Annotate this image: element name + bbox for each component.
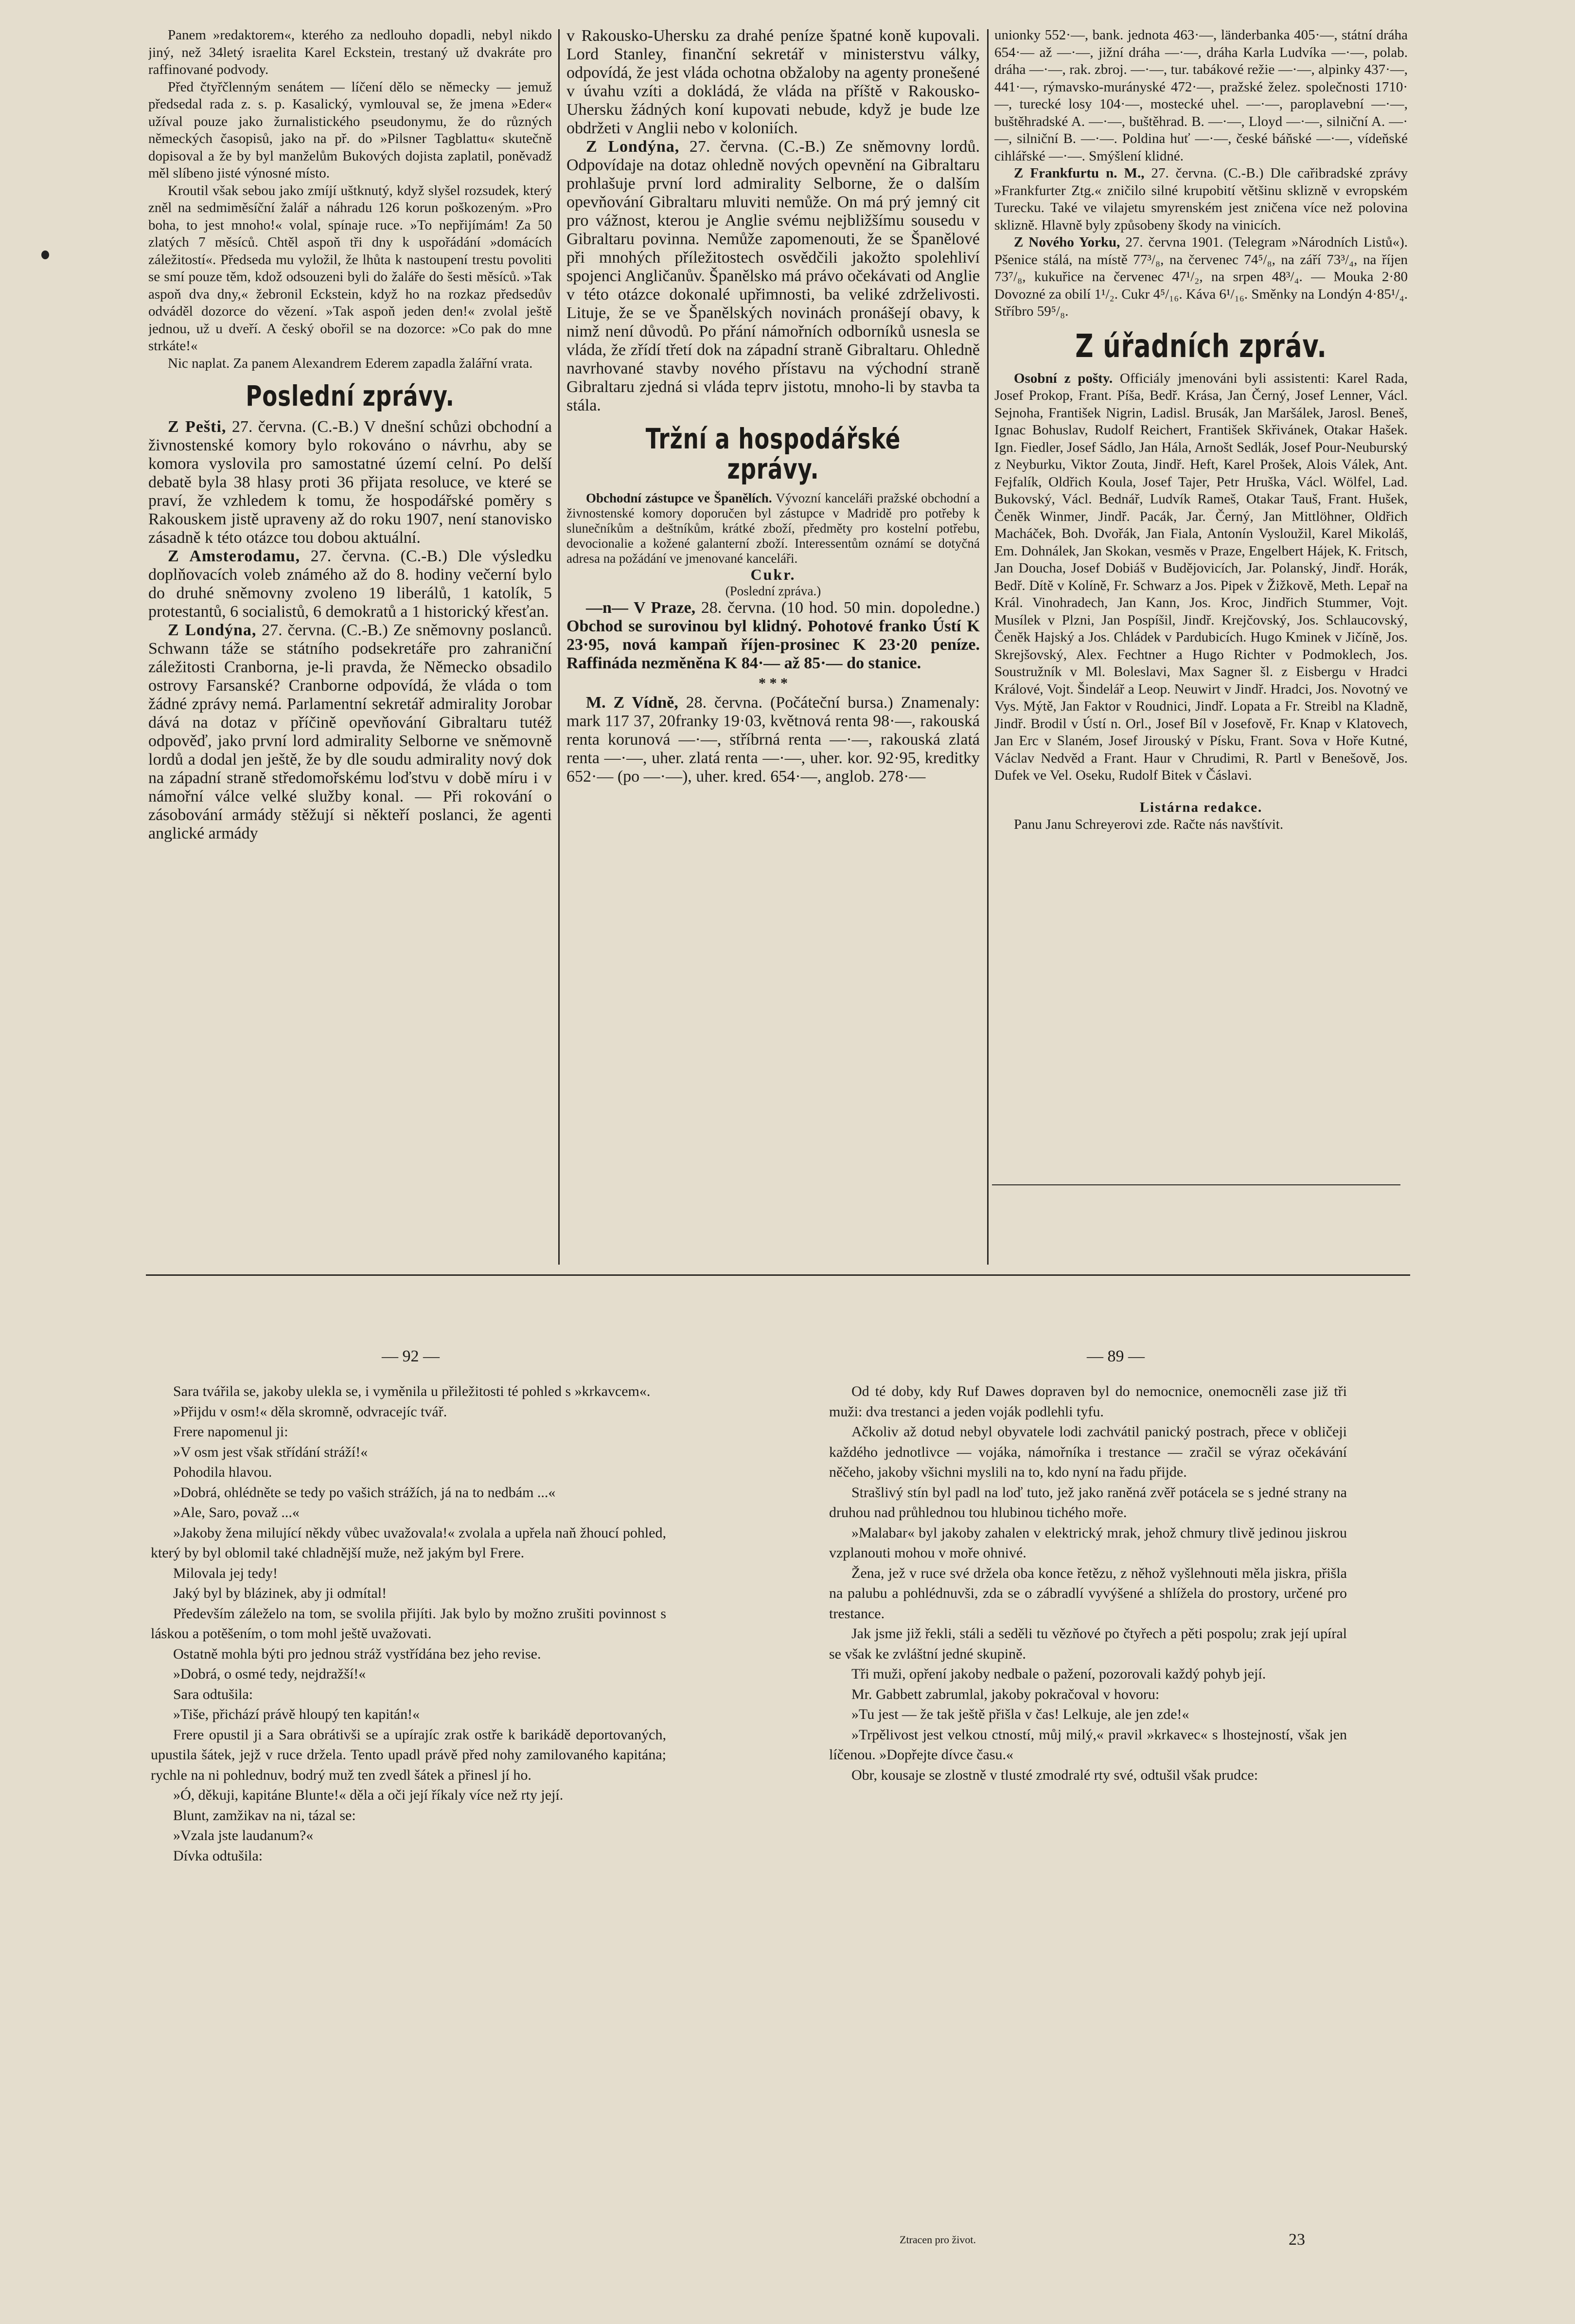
news-place: Z Nového Yorku,: [1014, 234, 1120, 250]
news-text: 27. června. (C.-B.) Dle výsledku doplňovacích voleb známého až do 8. hodiny večerní bylo do druhé sněmovny zvoleno 19 liberálů, 1 katolík, 5 protestantů, 6 socialistů, 6 demokratů a 1 historický křesťan.: [148, 547, 552, 621]
novel-line: Frere napomenul ji:: [173, 1424, 288, 1440]
listarna-text: Panu Janu Schreyerovi zde. Račte nás navštívit.: [1014, 817, 1284, 832]
novel-line: Strašlivý stín byl padl na loď tuto, jež jako raněná zvěř potácela se s jedné strany na druhou nad průhlednou tou hlubinou tichého moře.: [829, 1484, 1347, 1520]
novel-line: »Dobrá, o osmé tedy, nejdražší!«: [173, 1666, 366, 1682]
footer-title: Ztracen pro život.: [900, 2234, 976, 2246]
news-place: Z Amsterodamu,: [168, 547, 301, 565]
page-divider: [146, 1274, 1410, 1276]
novel-line: »V osm jest však střídání stráží!«: [173, 1444, 368, 1460]
news-place: Z Londýna,: [168, 621, 257, 639]
market-report: [566, 694, 980, 786]
news-place: Z Londýna,: [586, 138, 680, 156]
listarna-heading: Listárna redakce.: [1139, 799, 1263, 815]
news-text: 27. června. (C.-B.) V dnešní schůzi obchodní a živnostenské komory bylo rokováno o návrhu, aby se komora vyslovila pro samostatné území celní. Po delší debatě byla 38 hlasy proti 36 přijata resoluce, ve které se praví, že vzhledem k tomu, že hospodářské poměry s Rakouskem jistě upraveny až do roku 1907, není stanovisko zásadně k této otázce tou dobou aktuální.: [148, 418, 552, 547]
novel-line: »Jakoby žena milující někdy vůbec uvažovala!« zvolala a upřela naň žhoucí pohled, který by byl oblomil také chladnější muže, než jakým byl Frere.: [151, 1524, 666, 1561]
novel-line: »Přijdu v osm!« děla skromně, odvracejíc tvář.: [173, 1403, 447, 1420]
news-text: 27. června. (C.-B.) Ze sněmovny lordů. Odpovídaje na dotaz ohledně nových opevnění na Gibraltaru prohlašuje první lord admirality Selborne, že o dalším opevňování Gibraltaru mluviti nemůže. On má prý jemný cit pro vážnost, kterou je Anglie svému nejbližšímu sousedu v Gibraltaru povinna. Nemůže zapomenouti, že se Španělové při mnohých příležitostech osvědčili jakožto spolehliví spojenci Angličanův. Španělsko má právo očekávati od Anglie v této otázce dokonalé upřimnosti, ba veliké zdrželivosti. Lituje, že se ve Španělských novinách pronášejí obavy, k nimž není důvodů. Po přání námořních odborníků usnesla se vláda, že zřídí třetí dok na západní straně Gibraltaru. Ohledně navrhované stavby nového přístavu na východní straně Gibraltaru zjedná si vláda teprv jistotu, mnoho-li by stavba ta stála.: [566, 138, 980, 414]
novel-line: Obr, kousaje se zlostně v tlusté zmodralé rty své, odtušil však prudce:: [851, 1767, 1258, 1783]
article-lead: Osobní z pošty.: [1014, 370, 1113, 386]
novel-line: »Ó, děkuji, kapitáne Blunte!« děla a oči její říkaly více než rty její.: [173, 1787, 564, 1803]
novel-line: Především záleželo na tom, se svolila přijíti. Jak bylo by možno zrušiti povinnost s láskou a potěšením, o tom mohl ještě uvažovati.: [151, 1605, 666, 1642]
novel-line: Jaký byl by blázinek, aby ji odmítal!: [173, 1585, 387, 1601]
market-text: Obchod se surovinou byl klidný. Pohotové franko Ústí K 23·95, nová kampaň říjen-prosinec K 23·20 peníze. Raffináda nezměněna K 84·— až 85·— do stanice.: [566, 617, 980, 672]
news-item: [994, 234, 1408, 321]
news-item: [148, 621, 552, 843]
article-paragraph: Kroutil však sebou jako zmíjí uštknutý, když slyšel rozsudek, který zněl na sedmiměsíční žalář a náhradu 126 korun poškozeným. »Pro boha, to jest mnoho!« volal, spínaje ruce. »To nepřijímám! Za 50 zlatých 7 měsíců. Chtěl aspoň tři dny k uspořádání »domácích záležitostí«. Předseda mu vyložil, že lhůta k nastoupení trestu povoliti se smí pouze těm, kdož odsouzeni byli do žaláře do šesti měsíců. »Tak aspoň dva dny,« žebronil Eckstein, když ho na rozkaz předsedův odváděl dozorce do vězení. »Tak aspoň jeden den!« zvolal ještě jednou, už u dveří. A český obořil se na dozorce: »Co pak do mne strkáte!«: [148, 182, 552, 354]
novel-line: Pohodila hlavou.: [173, 1464, 272, 1480]
article-text: Officiály jmenováni byli assistenti: Karel Rada, Josef Prokop, Frant. Píša, Bedř. Krása, Jan Černý, Josef Lenner, Václ. Sejnoha, František Nigrin, Ladisl. Brusák, Jan Maršálek, Jarosl. Beneš, Ignac Bohuslav, Rudolf Reichert, František Skřivánek, Otakar Hašek. Ign. Fiedler, Josef Sádlo, Jan Hála, Arnošt Sedlák, Josef Pour-Neuburský z Neyburku, Viktor Zouta, Jindř. Heft, Karel Prošek, Alois Válek, Ant. Fejfalík, Oldřich Koula, Josef Tajer, Petr Hruška, Václ. Wölfel, Lad. Bukovský, Václ. Bednář, Ludvík Rameš, Otakar Tauš, Frant. Hušek, Čeněk Winmer, Jindř. Pacák, Jar. Černý, Jan Mittlöhner, Oldřich Macháček, Boh. Dvořák, Jan Fiala, Antonín Vysloužil, Karel Mikoláš, Em. Dohnálek, Jan Skokan, vesměs v Praze, Engelbert Hájek, K. Fritsch, Jan Doucha, Josef Dobiáš v Budějovicích, Jar. Polanský, Jindř. Horák, Bedř. Dítě v Kolíně, Fr. Schwarz a Jos. Pipek v Žižkově, Meth. Lepař na Král. Vinohradech, Jan Kann, Jos. Kroc, Jindřich Stummer, Vojt. Musílek v Plzni, Jan Pospíšil, Jindř. Krejčovský, Jos. Schlaucovský, Čeněk Hajský a Jos. Chládek v Pardubicích. Hugo Kminek v Jičíně, Jos. Skrejšovský, Alex. Fechtner a Hugo Richter v Podmoklech, Jos. Soustružník v Ml. Boleslavi, Max Sagner šl. z Eisbergu v Hradci Králové, Vojt. Šindelář a Leop. Neuwirt v Jindř. Hradci, Jos. Novotný ve Vys. Mýtě, Jan Faktor v Roudnici, Jindř. Lopata a Fr. Streibl na Kladně, Jindř. Brodil v Ústí n. Orl., Josef Bíl v Josefově, Fr. Knap v Klatovech, Jan Erc v Slaném, Josef Jirouský v Písku, Frant. Sova v Hoře Kutné, Václav Nedvěd a Frant. Haur v Chrudimi, R. Partl v Benešově, Jos. Dufek ve Vel. Oseku, Rudolf Bitek v Čáslavi.: [994, 370, 1408, 783]
news-item: [566, 138, 980, 415]
column-3: [994, 27, 1408, 1272]
novel-page-left: [151, 1381, 666, 2247]
novel-line: Blunt, zamžikav na ni, tázal se:: [173, 1807, 356, 1823]
page-number-right: — 89 —: [1087, 1347, 1145, 1365]
novel-line: Ačkoliv až dotud nebyl obyvatele lodi zachvátil panický postrach, přece v obličeji každého jednotlivce — vojáka, námořníka i trestance — zračil se výraz očekávání něčeho, jakoby všichni myslili na to, kdo nyní na řadu přijde.: [829, 1424, 1347, 1480]
footer-page-number: 23: [1289, 2231, 1305, 2249]
novel-line: Tři muži, opření jakoby nedbale o pažení, pozorovali každý pohyb její.: [851, 1666, 1266, 1682]
market-time: 28. června. (Počáteční bursa.): [686, 694, 893, 712]
news-item: [148, 418, 552, 547]
news-place: Z Pešti,: [168, 418, 227, 436]
page-number-left: — 92 —: [382, 1347, 440, 1365]
article-paragraph: Panem »redaktorem«, kterého za nedlouho dopadli, nebyl nikdo jiný, než 34letý israelita Karel Eckstein, trestaný už dvakráte pro raffinované podvody.: [148, 27, 552, 77]
market-text: Znamenaly: mark 117 37, 20franky 19·03, květnová renta 98·—, rakouská renta korunová —·—, stříbrná renta —·—, rakouská zlatá renta —·—, uher. zlatá renta —·—, uher. kor. 92·95, kreditky 652·— (po —·—), uher. kred. 654·—, anglob. 278·—: [566, 694, 980, 786]
news-item: [148, 547, 552, 621]
column-1: [148, 27, 552, 1272]
market-time: 28. června. (10 hod. 50 min. dopoledne.): [701, 598, 980, 617]
listarna-rule: [992, 1184, 1400, 1185]
column-2: [566, 27, 980, 1272]
news-text: 27. června. (C.-B.) Dle cařibradské zprávy »Frankfurter Ztg.« zničilo silné krupobití většinu sklizně v evropském Turecku. Také ve vilajetu smyrenském jest zničena více než polovina sklizně. Hlavně byly způsobeny škody na vinicích.: [994, 165, 1408, 233]
market-continuation: unionky 552·—, bank. jednota 463·—, länderbanka 405·—, státní dráha 654·— až —·—, jižní dráha —·—, dráha Karla Ludvíka —·—, polab. dráha —·—, rak. zbroj. —·—, tur. tabákové režie —·—, alpinky 437·—, 441·—, rýmavsko-murányské 472·—, pražské želez. společnosti 1710·—, turecké losy 104·—, mostecké uhel. —·—, paroplavební —·—, buštěhradské A. —·—, buštěhrad. B. —·—, Lloyd —·—, silniční A. —·—, silniční B. —·—. Poldina huť —·—, české báňské —·—, vídeňské cihlářské —·—. Smýšlení klidné.: [994, 27, 1408, 164]
separator-stars: * * *: [759, 675, 788, 691]
market-place: M. Z Vídně,: [586, 694, 678, 712]
market-report: [566, 599, 980, 673]
novel-line: »Tiše, přichází právě hloupý ten kapitán!«: [173, 1706, 420, 1722]
novel-page-right: [829, 1381, 1347, 2247]
section-heading-uradni-zpravy: Z úřadních zpráv.: [1075, 327, 1327, 365]
news-text: 27. června 1901. (Telegram »Národních Listů«). Pšenice stálá, na místě 77³/₈, na červenec 74⁵/₈, na září 73³/₄, na říjen 73⁷/₈, kukuřice na červenec 47¹/₂, na srpen 48³/₄. — Mouka 2·80 Dovozné za obilí 1¹/₂. Cukr 4⁵/₁₆. Káva 6¹/₁₆. Směnky na Londýn 4·85¹/₄. Stříbro 59⁵/₈.: [994, 234, 1408, 319]
novel-line: Dívka odtušila:: [173, 1847, 263, 1864]
novel-line: »Trpělivost jest velkou ctností, můj milý,« pravil »krkavec« s lhostejností, však jen líčenou. »Dopřejte dívce času.«: [829, 1726, 1347, 1763]
novel-line: Sara odtušila:: [173, 1686, 253, 1702]
novel-line: Mr. Gabbett zabrumlal, jakoby pokračoval v hovoru:: [851, 1686, 1160, 1702]
ink-blot: [41, 250, 49, 259]
novel-line: Sara tvářila se, jakoby ulekla se, i vyměnila u přiležitosti té pohled s »krkavcem«.: [173, 1383, 651, 1399]
column-divider: [987, 29, 989, 1265]
novel-line: »Malabar« byl jakoby zahalen v elektrický mrak, jehož chmury tlivě jedinou jiskrou vzplanouti mohou v moře ohnivé.: [829, 1524, 1347, 1561]
article-lead: Obchodní zástupce ve Španělích.: [586, 491, 772, 505]
novel-line: Žena, jež v ruce své držela oba konce řetězu, z něhož vyšlehnouti měla jiskra, přišla na palubu a pohlédnuvši, zda se o zábradlí vyvýšené a shlížela do prostory, určené pro trestance.: [829, 1565, 1347, 1622]
news-place: Z Frankfurtu n. M.,: [1014, 165, 1145, 181]
novel-line: »Dobrá, ohlédněte se tedy po vašich strážích, já na to nedbám ...«: [173, 1484, 556, 1501]
article-text: Vývozní kanceláři pražské obchodní a živnostenské komory doporučen byl zástupce v Madridě pro potřeby k slunečníkům a deštníkům, krátké zboží, předměty pro kostelní potřebu, devocionalie a kožené galanterní zboží. Interessentům oznámí se dotyčná adresa na požádání ve jmenované kanceláři.: [566, 491, 980, 566]
novel-line: Od té doby, kdy Ruf Dawes dopraven byl do nemocnice, onemocněli zase již tři muži: dva trestanci a jeden voják podlehli tyfu.: [829, 1383, 1347, 1420]
column-divider: [558, 29, 560, 1265]
news-item: [994, 165, 1408, 234]
section-heading-posledni-zpravy: Poslední zprávy.: [246, 379, 455, 412]
article-paragraph: [566, 491, 980, 566]
novel-line: Jak jsme již řekli, stáli a seděli tu vězňové po čtyřech a pěti pospolu; zrak její upíral se však ke zvláštní jedné skupině.: [829, 1626, 1347, 1662]
article-paragraph: Před čtyřčlenným senátem — líčení dělo se německy — jemuž předsedal rada z. s. p. Kasalický, vymlouval se, že jmena »Eder« užíval pouze jako žurnalistického pseudonymu, že do různých německých časopisů, jako na př. do »Pilsner Tagblattu« skutečně dopisoval a že by byl manželům Bukových dojista zaplatil, poněvadž měl slíbeno jisté výnosné místo.: [148, 79, 552, 181]
section-heading-trzni-zpravy: Tržní a hospodářské zprávy.: [645, 422, 901, 485]
article-paragraph: Nic naplat. Za panem Alexandrem Ederem zapadla žalářní vrata.: [168, 355, 533, 371]
novel-line: Milovala jej tedy!: [173, 1565, 278, 1581]
news-text: 27. června. (C.-B.) Ze sněmovny poslanců. Schwann táže se státního podsekretáře pro zahraniční záležitosti Cranborna, je-li pravda, že Německo obsadilo ostrovy Farsanské? Cranborne odpovídá, že vláda o tom žádné zprávy nemá. Parlamentní sekretář admirality Jorobar dává na dotaz v příčině opevňování Gibraltaru tutéž odpověď, jako první lord admirality Selborne ve sněmovně lordů a dodal jen ještě, že by dle soudu admirality nový dok na západní straně středomořskému loďstvu v době míru i v námořní válce velké služby konal. — Při rokování o zásobování armády stěžují si někteří poslanci, že agenti anglické armády: [148, 621, 552, 842]
novel-line: Frere opustil ji a Sara obrátivši se a upírajíc zrak ostře k barikádě deportovaných, upustila šátek, jejž v ruce držela. Tento upadl právě před nohy zamilovaného kapitána; rychle na ni pohlednuv, bodrý muž ten zvedl šátek a přinesl jí ho.: [151, 1726, 666, 1783]
article-paragraph: v Rakousko-Uhersku za drahé peníze špatné koně kupovali. Lord Stanley, finanční sekretář v ministerstvu války, odpovídá, že jest vláda ochotna obžaloby na agenty pronešené v úvahu vzíti a dokládá, že vláda na příště v Rakousko-Uhersku žádných koní kupovati nebude, když je bude lze obdržeti v Anglii nebo v koloniích.: [566, 27, 980, 137]
novel-line: »Tu jest — že tak ještě přišla v čas! Lelkuje, ale jen zde!«: [851, 1706, 1189, 1722]
subheading-cukr: Cukr.: [750, 566, 796, 583]
subheading-note: (Poslední zpráva.): [725, 583, 821, 598]
novel-line: Ostatně mohla býti pro jednou stráž vystřídána bez jeho revise.: [173, 1645, 541, 1662]
novel-line: »Vzala jste laudanum?«: [173, 1827, 314, 1843]
market-place: —n— V Praze,: [586, 598, 696, 617]
novel-line: »Ale, Saro, považ ...«: [173, 1504, 300, 1520]
article-paragraph: [994, 370, 1408, 785]
